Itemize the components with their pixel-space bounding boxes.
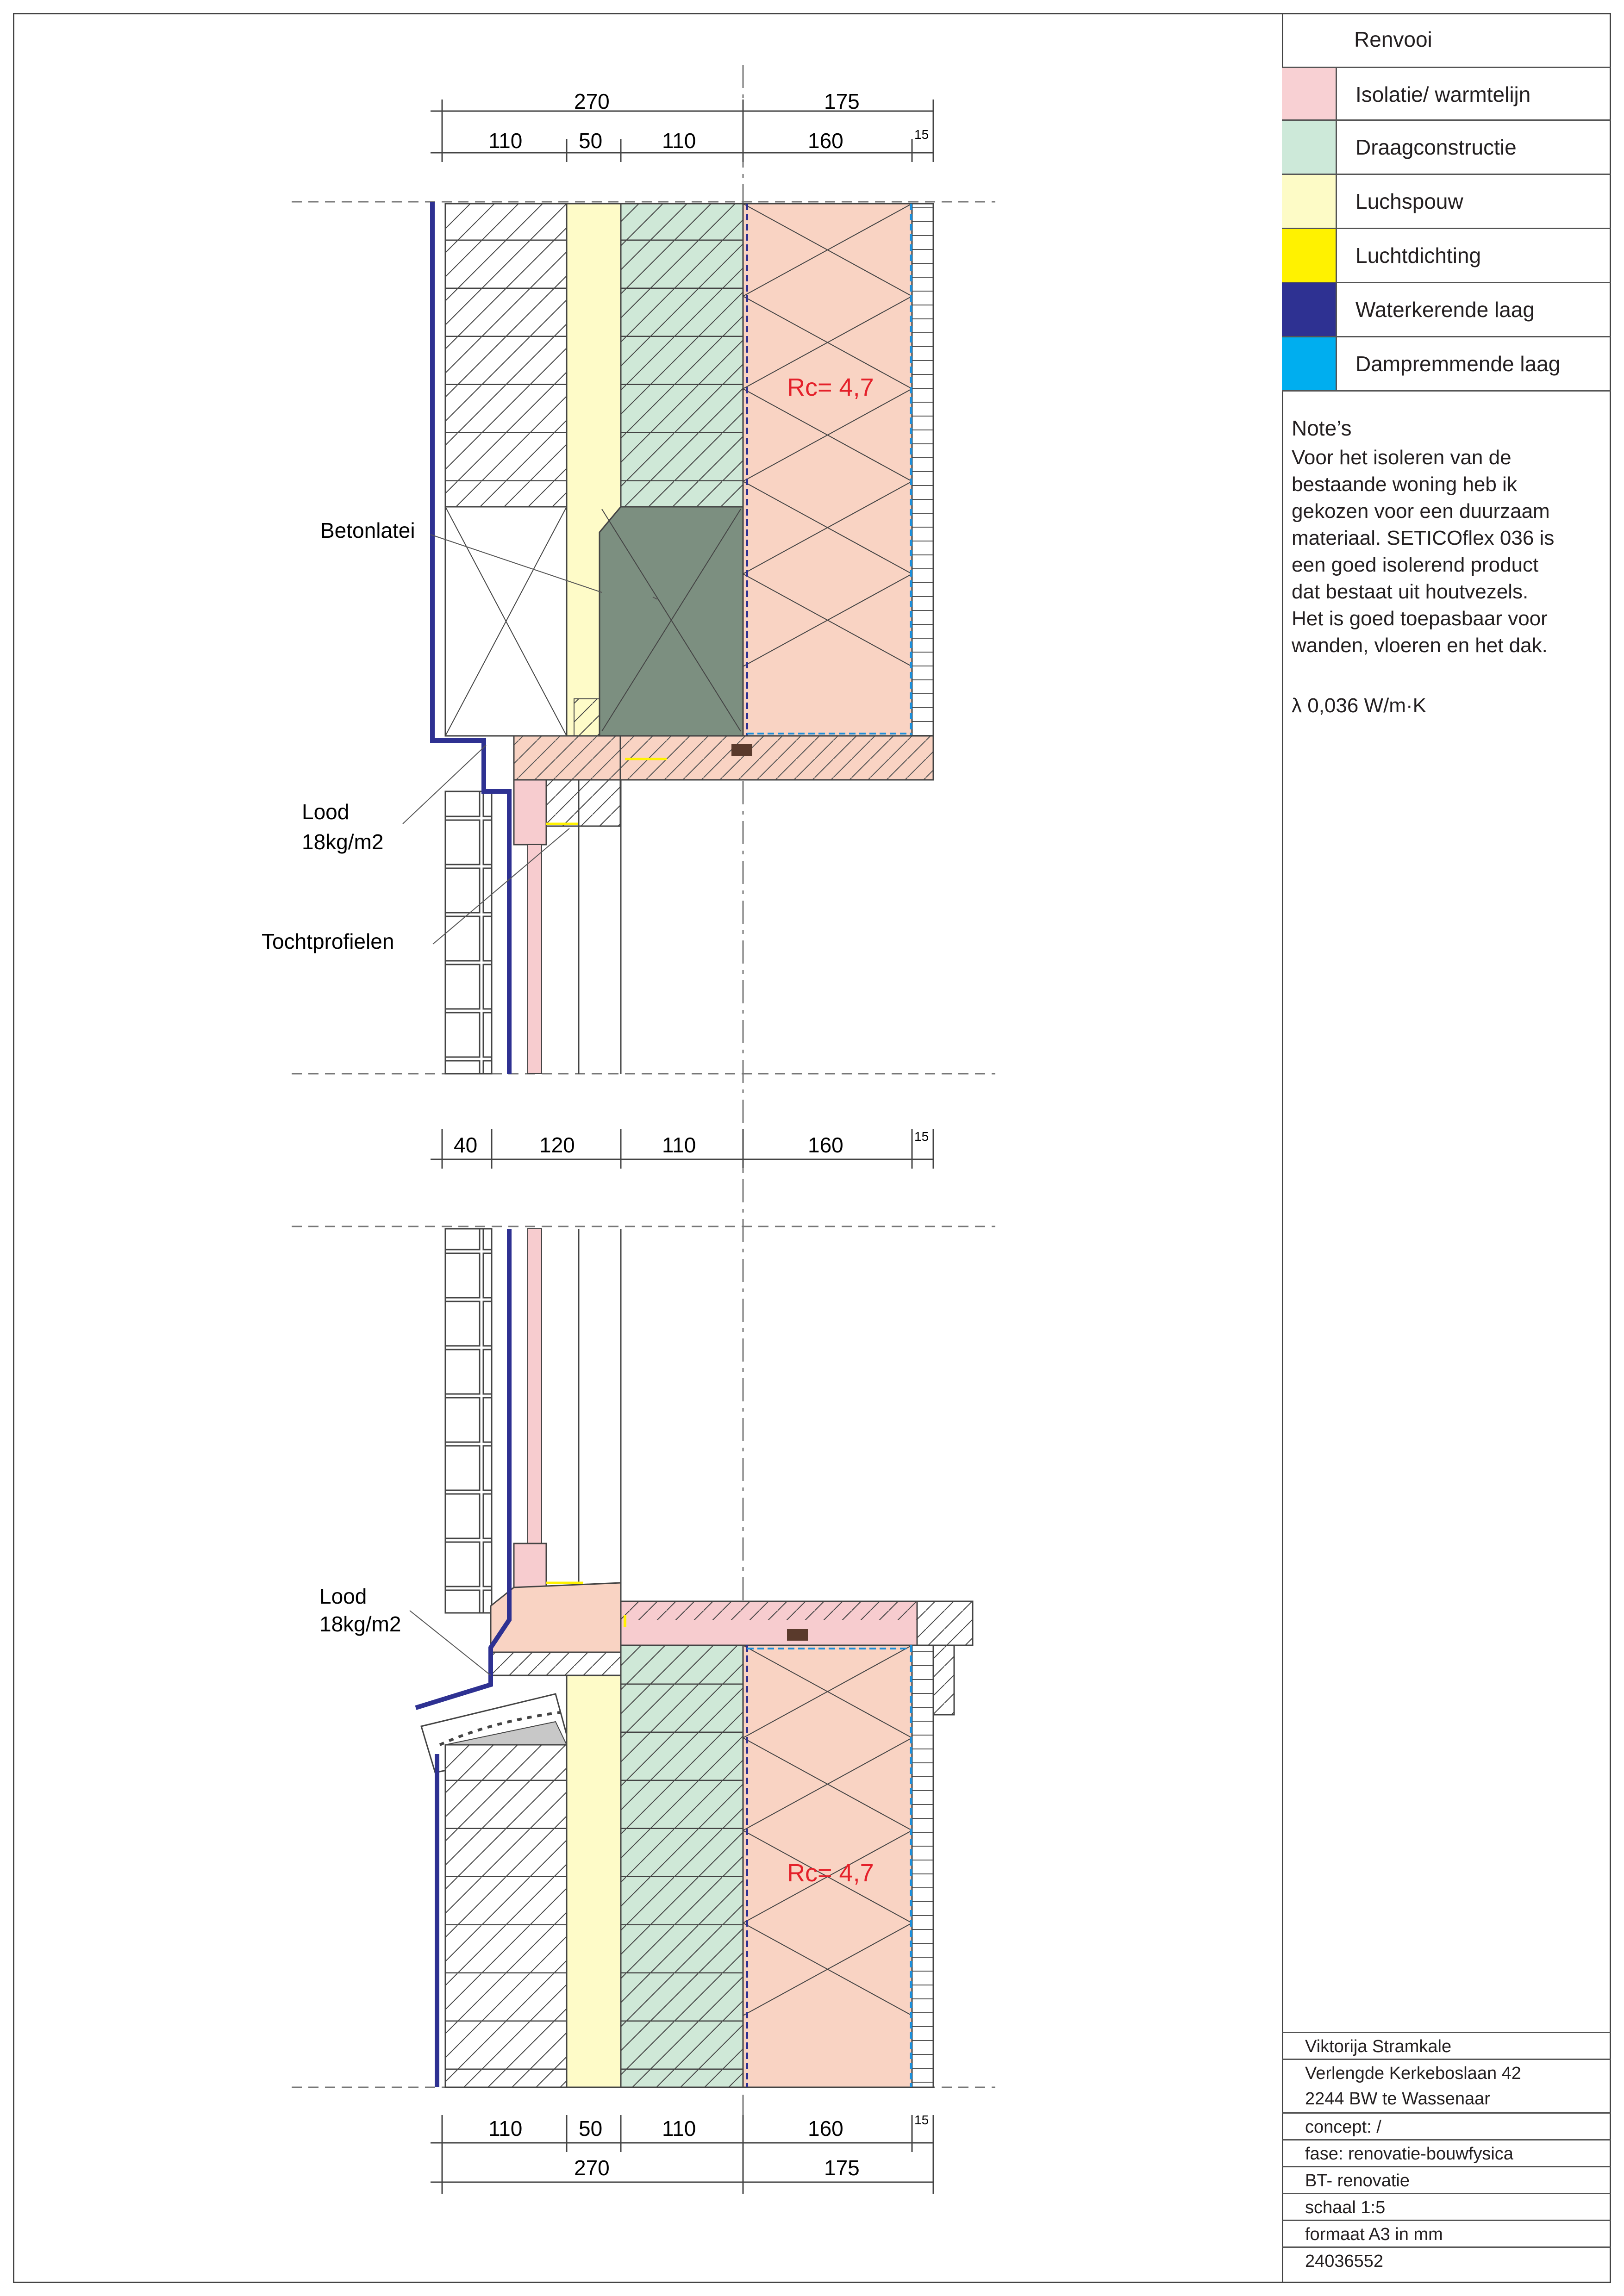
outer-brick-reveal bbox=[445, 1229, 492, 1613]
dim-text: 110 bbox=[488, 129, 523, 153]
dim-text: 120 bbox=[539, 1133, 575, 1157]
notes-line: materiaal. SETICOflex 036 is bbox=[1292, 527, 1555, 549]
dim-text: 15 bbox=[914, 1129, 929, 1144]
glazing bbox=[528, 845, 542, 1074]
outer-brick-reveal bbox=[445, 791, 492, 1074]
head-insulation bbox=[514, 736, 933, 780]
insulation-layer bbox=[743, 204, 912, 736]
dim-text: 40 bbox=[454, 1133, 478, 1157]
legend-label: Waterkerende laag bbox=[1355, 298, 1535, 322]
dim-text: 175 bbox=[824, 89, 860, 113]
dim-text: 15 bbox=[914, 127, 929, 142]
notes-line: bestaande woning heb ik bbox=[1292, 473, 1517, 496]
tb-fase: fase: renovatie-bouwfysica bbox=[1282, 2139, 1611, 2166]
anchor bbox=[731, 744, 752, 756]
notes-line: een goed isolerend product bbox=[1292, 554, 1539, 576]
window-frame-head bbox=[514, 780, 546, 845]
outer-brick-wall bbox=[445, 1745, 567, 2087]
label-tochtprofielen: Tochtprofielen bbox=[262, 929, 394, 953]
glazing bbox=[528, 1229, 542, 1543]
dim-text: 110 bbox=[662, 2116, 696, 2140]
notes-lambda: λ 0,036 W/m·K bbox=[1292, 694, 1426, 717]
dim-text: 50 bbox=[579, 2116, 603, 2140]
legend-label: Isolatie/ warmtelijn bbox=[1355, 82, 1531, 106]
tb-scale: schaal 1:5 bbox=[1282, 2193, 1611, 2220]
legend-label: Draagconstructie bbox=[1355, 135, 1517, 159]
tb-concept: concept: / bbox=[1282, 2112, 1611, 2139]
label-lood-top: Lood bbox=[302, 800, 350, 824]
tb-number: 24036552 bbox=[1282, 2246, 1611, 2273]
air-cavity bbox=[567, 1675, 621, 2087]
window-board bbox=[917, 1601, 973, 1645]
dim-text: 160 bbox=[808, 2116, 843, 2140]
rc-label: Rc= 4,7 bbox=[787, 1859, 874, 1887]
dim-text: 50 bbox=[579, 129, 603, 153]
notes-line: gekozen voor een duurzaam bbox=[1292, 500, 1550, 523]
dim-text: 110 bbox=[662, 1133, 696, 1157]
outer-brick-wall bbox=[445, 204, 567, 507]
legend-label: Luchtdichting bbox=[1355, 243, 1481, 268]
tb-format: formaat A3 in mm bbox=[1282, 2220, 1611, 2246]
dim-text: 175 bbox=[824, 2156, 860, 2180]
tb-address1: Verlengde Kerkeboslaan 42 bbox=[1282, 2059, 1611, 2085]
tb-name: Viktorija Stramkale bbox=[1282, 2032, 1611, 2059]
dim-text: 270 bbox=[574, 2156, 610, 2180]
load-bearing-wall bbox=[621, 204, 743, 507]
label-betonlatei: Betonlatei bbox=[320, 518, 415, 542]
tb-course: BT- renovatie bbox=[1282, 2166, 1611, 2193]
legend-label: Luchspouw bbox=[1355, 189, 1463, 213]
anchor bbox=[787, 1629, 808, 1641]
notes-line: Voor het isoleren van de bbox=[1292, 446, 1512, 469]
label-lood-bottom-2: 18kg/m2 bbox=[319, 1612, 401, 1636]
tb-address2: 2244 BW te Wassenaar bbox=[1305, 2089, 1490, 2109]
label-lood-bottom: Lood bbox=[319, 1584, 367, 1608]
label-lood-top-2: 18kg/m2 bbox=[302, 830, 384, 854]
notes-title: Note’s bbox=[1292, 416, 1352, 440]
legend-title: Renvooi bbox=[1354, 27, 1432, 51]
load-bearing-wall bbox=[621, 1645, 743, 2087]
legend-label: Dampremmende laag bbox=[1355, 352, 1561, 376]
dim-text: 160 bbox=[808, 1133, 843, 1157]
notes-line: Het is goed toepasbaar voor bbox=[1292, 607, 1548, 630]
dim-text: 160 bbox=[808, 129, 843, 153]
concrete-lintel bbox=[600, 507, 743, 736]
dim-text: 270 bbox=[574, 89, 610, 113]
dim-text: 15 bbox=[914, 2113, 929, 2127]
interior-finish bbox=[912, 1645, 933, 2087]
interior-finish bbox=[912, 204, 933, 736]
dim-text: 110 bbox=[488, 2116, 523, 2140]
dim-text: 110 bbox=[662, 129, 696, 153]
notes-line: dat bestaat uit houtvezels. bbox=[1292, 580, 1529, 603]
notes-line: wanden, vloeren en het dak. bbox=[1292, 634, 1548, 657]
rc-label: Rc= 4,7 bbox=[787, 373, 874, 401]
